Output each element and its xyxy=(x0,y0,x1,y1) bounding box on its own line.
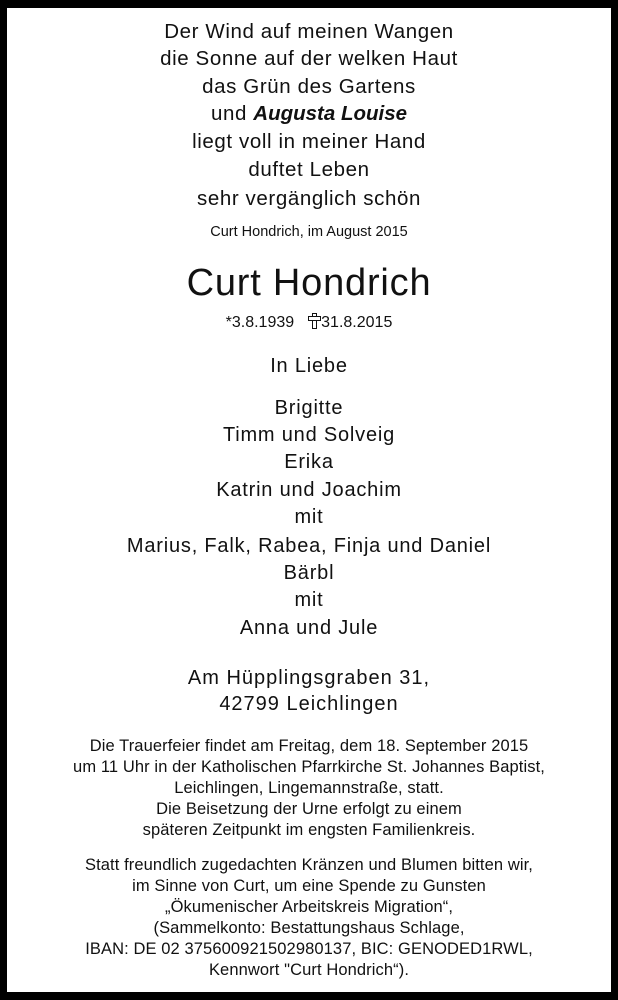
mourners-intro: In Liebe xyxy=(270,355,348,377)
donation-line: „Ökumenischer Arbeitskreis Migration“, xyxy=(164,897,454,916)
poem-line-3: das Grün des Gartens xyxy=(202,74,416,98)
donation-line: Kennwort "Curt Hondrich“). xyxy=(208,960,410,979)
birth-date: *3.8.1939 xyxy=(225,314,295,331)
donation-line: im Sinne von Curt, um eine Spende zu Gunsten xyxy=(132,876,486,895)
poem-signature: Curt Hondrich, im August 2015 xyxy=(210,223,408,240)
mourner-line: Timm und Solveig xyxy=(222,424,396,446)
service-line: um 11 Uhr in der Katholischen Pfarrkirche St. Johannes Baptist, xyxy=(73,757,545,776)
poem-line-5: liegt voll in meiner Hand xyxy=(192,129,426,153)
mourner-line: Erika xyxy=(284,451,334,473)
poem-line-7: sehr vergänglich schön xyxy=(196,186,421,210)
service-line: späteren Zeitpunkt im engsten Familienkreis. xyxy=(142,820,476,839)
poem-line-1: Der Wind auf meinen Wangen xyxy=(164,19,454,43)
death-date: 31.8.2015 xyxy=(321,314,393,331)
poem-line-6: duftet Leben xyxy=(248,157,370,181)
poem-emphasis-name: Augusta Louise xyxy=(253,101,408,125)
poem-line-4-prefix: und xyxy=(210,101,254,125)
service-line: Die Beisetzung der Urne erfolgt zu einem xyxy=(156,799,462,818)
life-dates xyxy=(7,313,611,331)
mourner-line: mit xyxy=(294,589,324,611)
cross-icon xyxy=(308,313,320,328)
donation-line: (Sammelkonto: Bestattungshaus Schlage, xyxy=(153,918,465,937)
service-line: Die Trauerfeier findet am Freitag, dem 18. September 2015 xyxy=(89,736,529,755)
mourner-line: Marius, Falk, Rabea, Finja und Daniel xyxy=(126,535,492,557)
donation-line: Statt freundlich zugedachten Kränzen und Blumen bitten wir, xyxy=(84,855,533,874)
address-city: 42799 Leichlingen xyxy=(219,693,399,715)
obituary-card xyxy=(7,8,611,992)
address-street: Am Hüpplingsgraben 31, xyxy=(187,667,431,689)
mourner-line: Bärbl xyxy=(283,562,335,584)
deceased-name: Curt Hondrich xyxy=(186,262,432,304)
poem-line-4 xyxy=(7,101,611,125)
donation-line: IBAN: DE 02 375600921502980137, BIC: GENODED1RWL, xyxy=(85,939,533,958)
poem-line-2: die Sonne auf der welken Haut xyxy=(160,46,458,70)
service-line: Leichlingen, Lingemannstraße, statt. xyxy=(174,778,444,797)
mourner-line: Katrin und Joachim xyxy=(216,479,402,501)
mourner-line: Brigitte xyxy=(274,397,344,419)
mourner-line: mit xyxy=(294,506,324,528)
mourner-line: Anna und Jule xyxy=(239,617,379,639)
